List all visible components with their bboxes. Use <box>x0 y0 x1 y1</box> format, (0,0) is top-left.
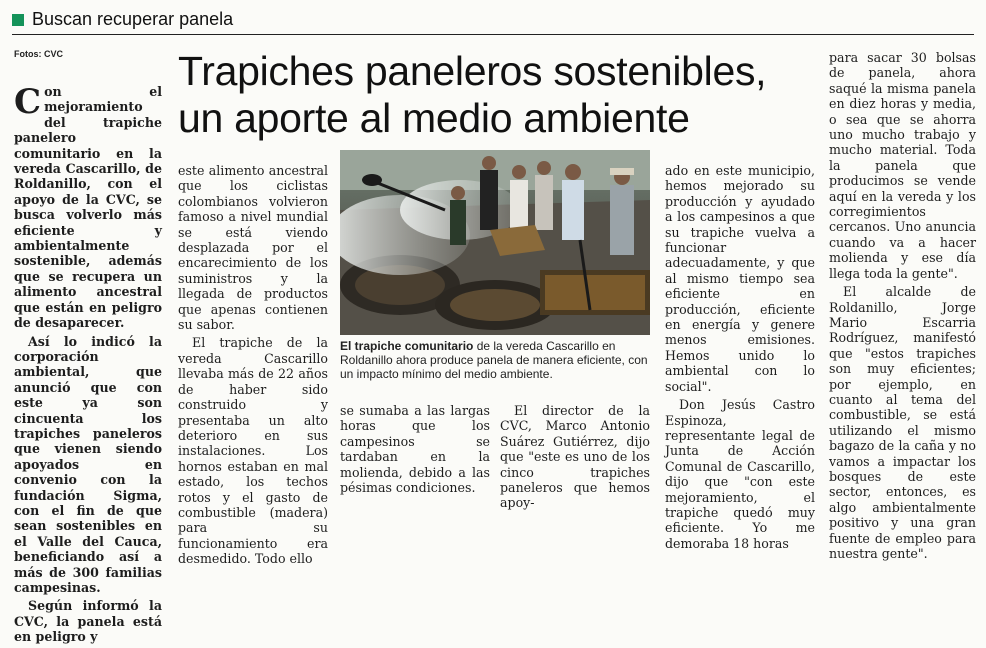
photo-caption <box>340 339 650 381</box>
column-1 <box>14 84 162 648</box>
paragraph: Don Jesús Castro Espinoza, representante legal de Junta de Acción Comunal de Cascarillo, dijo que "con este mejoramiento, el trapiche quedó muy eficiente. Yo me demoraba 18 horas <box>665 397 815 551</box>
column-4 <box>500 403 650 514</box>
section-square-icon <box>12 14 24 26</box>
paragraph: ado en este municipio, hemos mejorado su producción y ayudado a los campesinos a que su trapiche vuelva a funcionar adecuadamente, y que al mismo tiempo sea eficiente en producción, eficiente en energía y genere menos emisiones. Hemos unido lo ambiental con lo social". <box>665 163 815 394</box>
caption-lead: El trapiche comunitario <box>340 339 474 353</box>
trapiche-photo <box>340 150 650 335</box>
header-rule <box>12 34 974 35</box>
column-3 <box>340 403 490 498</box>
paragraph: Según informó la CVC, la panela está en peligro y <box>14 598 162 645</box>
trapiche-photo-image <box>340 150 650 335</box>
headline: Trapiches paneleros sostenibles, un aporte al medio ambiente <box>178 48 767 141</box>
paragraph: este alimento ancestral que los ciclistas colombianos volvieron famoso a nivel mundial se está viendo desplazada por el encarecimiento de los suministros y la llegada de productos que apenas contienen su sabor. <box>178 163 328 333</box>
caption-text: de la vereda Cascarillo en Roldanillo ahora produce panela de manera eficiente, con un impacto mínimo del medio ambiente. <box>340 339 648 381</box>
paragraph: Así lo indicó la corporación ambiental, que anunció que con este ya son cincuenta los trapiches paneleros que vienen siendo apoyados en convenio con la fundación Sigma, con el fin de que sean sostenibles en el Valle del Cauca, beneficiando así a más de 300 familias campesinas. <box>14 333 162 595</box>
paragraph-text: on el mejoramiento del trapiche panelero comunitario en la vereda Cascarillo, de Roldanillo, con el apoyo de la CVC, se busca volverlo más eficiente y ambientalmente sostenible, además que se recupera un alimento ancestral que están en peligro de desaparecer. <box>14 84 162 331</box>
paragraph: El director de la CVC, Marco Antonio Suárez Gutiérrez, dijo que "este es uno de los cinco trapiches paneleros que hemos apoy- <box>500 403 650 511</box>
section-header <box>12 9 233 30</box>
paragraph: El trapiche de la vereda Cascarillo llevaba más de 22 años de haber sido construido y presentaba un alto deterioro en sus instalaciones. Los hornos estaban en mal estado, los techos rotos y el gasto de combustible (madera) para su funcionamiento era desmedido. Todo ello <box>178 335 328 567</box>
paragraph: se sumaba a las largas horas que los campesinos se tardaban en la molienda, debido a las pésimas condiciones. <box>340 403 490 496</box>
column-6 <box>829 50 976 564</box>
section-title: Buscan recuperar panela <box>32 9 234 29</box>
paragraph <box>14 84 162 331</box>
drop-cap: C <box>14 82 42 122</box>
column-2 <box>178 163 328 570</box>
paragraph: para sacar 30 bolsas de panela, ahora saqué la misma panela en diez horas y media, o sea que se ahorra uno mucho trabajo y mucho material. Toda la panela que producimos se vende aquí en la vereda y los corregimientos cercanos. Uno anuncia cuando va a hacer molienda y ese día llega toda la gente". <box>829 50 976 281</box>
paragraph: El alcalde de Roldanillo, Jorge Mario Escarria Rodríguez, manifestó que "estos trapiches son muy eficientes; por ejemplo, en cuanto al tema del combustible, se está utilizando el mismo bagazo de la caña y no vamos a impactar los bosques de este sector, entonces, es algo ambientalmente positivo y una gran fuente de empleo para nuestra gente". <box>829 284 976 561</box>
column-5 <box>665 163 815 554</box>
photo-credit: Fotos: CVC <box>14 49 63 59</box>
